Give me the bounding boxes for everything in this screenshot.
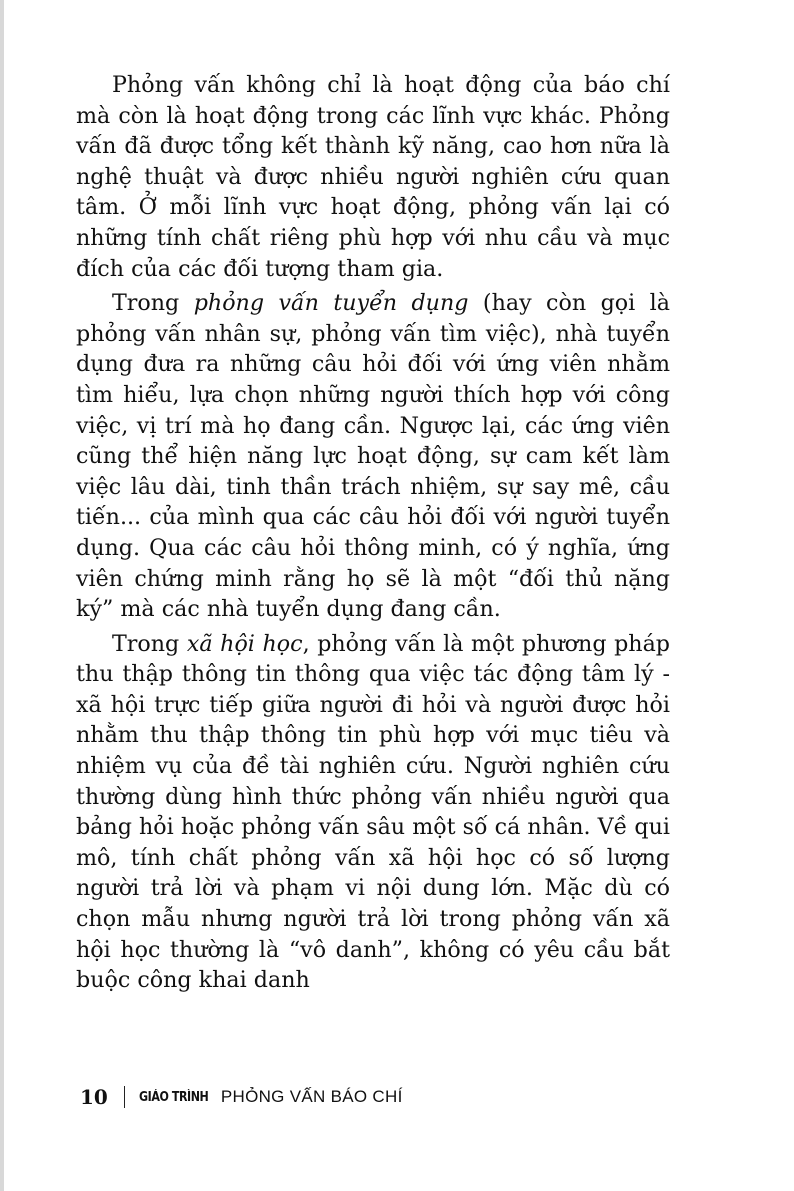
page-edge xyxy=(0,0,4,1191)
paragraph-2-italic-term: phỏng vấn tuyển dụng xyxy=(193,290,469,317)
paragraph-3-text-start: Trong xyxy=(112,630,187,657)
paragraph-1 xyxy=(76,70,670,284)
page-number: 10 xyxy=(80,1085,108,1109)
paragraph-2-text-rest: (hay còn gọi là phỏng vấn nhân sự, phỏng vấn tìm việc), nhà tuyển dụng đưa ra những câu hỏi đối với ứng viên nhằm tìm hiểu, lựa chọn những người thích hợp với công việc, vị trí mà họ đang cần. Ngược lại, các ứng viên cũng thể hiện năng lực hoạt động, sự cam kết làm việc lâu dài, tinh thần trách nhiệm, sự say mê, cầu tiến... của mình qua các câu hỏi đối với người tuyển dụng. Qua các câu hỏi thông minh, có ý nghĩa, ứng viên chứng minh rằng họ sẽ là một “đối thủ nặng ký” mà các nhà tuyển dụng đang cần. xyxy=(76,290,670,623)
paragraph-3-text-rest: , phỏng vấn là một phương pháp thu thập thông tin thông qua việc tác động tâm lý - xã hội trực tiếp giữa người đi hỏi và người được hỏi nhằm thu thập thông tin phù hợp với mục tiêu và nhiệm vụ của đề tài nghiên cứu. Người nghiên cứu thường dùng hình thức phỏng vấn nhiều người qua bảng hỏi hoặc phỏng vấn sâu một số cá nhân. Về qui mô, tính chất phỏng vấn xã hội học có số lượng người trả lời và phạm vi nội dung lớn. Mặc dù có chọn mẫu nhưng người trả lời trong phỏng vấn xã hội học thường là “vô danh”, không có yêu cầu bắt buộc công khai danh xyxy=(76,630,671,994)
footer-book-title: PHỎNG VẤN BÁO CHÍ xyxy=(220,1087,403,1106)
footer-series-label: GIÁO TRÌNH xyxy=(139,1089,209,1105)
footer-divider xyxy=(124,1086,125,1108)
body-text xyxy=(76,70,670,1000)
paragraph-2-text-start: Trong xyxy=(112,290,194,317)
paragraph-3-italic-term: xã hội học xyxy=(186,630,303,657)
paragraph-1-text: Phỏng vấn không chỉ là hoạt động của báo chí mà còn là hoạt động trong các lĩnh vực khác. Phỏng vấn đã được tổng kết thành kỹ năng, cao hơn nữa là nghệ thuật và được nhiều người nghiên cứu quan tâm. Ở mỗi lĩnh vực hoạt động, phỏng vấn lại có những tính chất riêng phù hợp với nhu cầu và mục đích của các đối tượng tham gia. xyxy=(76,72,670,282)
page-footer xyxy=(80,1080,403,1114)
paragraph-2 xyxy=(76,288,670,625)
paragraph-3 xyxy=(76,629,670,996)
